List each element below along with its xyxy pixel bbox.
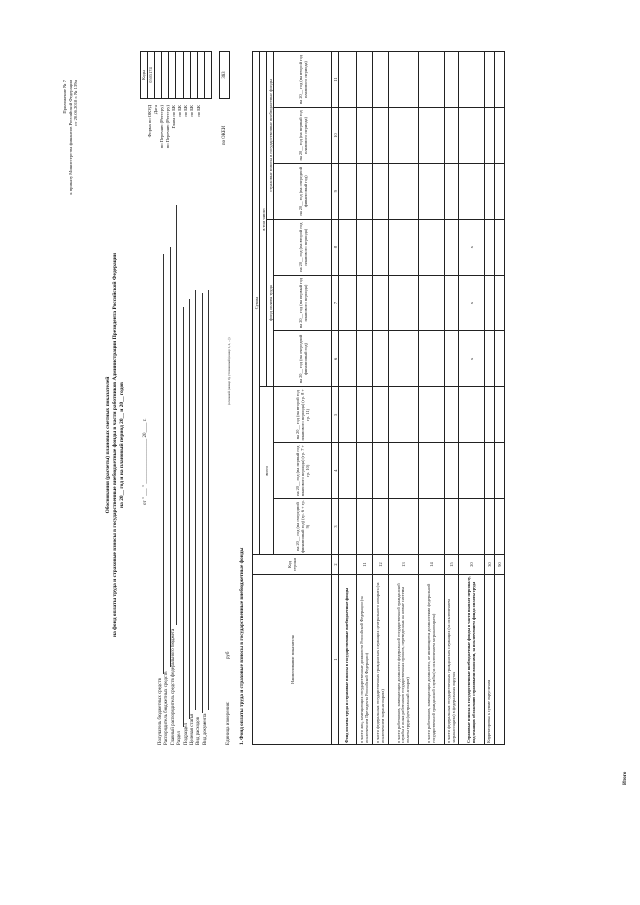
value-cell[interactable]	[419, 163, 445, 219]
value-cell[interactable]	[357, 219, 373, 275]
col-number: 9	[332, 163, 339, 219]
header-field-label: Вид расходов	[196, 716, 202, 745]
col-header: на 20__ год (на первый год планового периода)	[274, 108, 332, 164]
code-cell-okud: 0505174	[148, 52, 155, 98]
value-cell[interactable]	[419, 387, 445, 443]
header-total: всего	[260, 387, 274, 555]
code-label: Дата	[153, 105, 159, 115]
code-cell	[184, 52, 191, 98]
code-label: по Перечню (Реестру)	[159, 105, 165, 149]
row-name	[495, 575, 505, 745]
value-cell[interactable]	[339, 331, 357, 387]
value-cell[interactable]	[389, 52, 419, 108]
header-field-label: Целевая статья	[189, 713, 195, 745]
row-code: 14	[419, 555, 445, 575]
value-cell[interactable]	[419, 52, 445, 108]
header-field	[158, 205, 164, 745]
fill-line	[183, 307, 184, 727]
fill-line	[202, 293, 203, 713]
value-cell[interactable]	[339, 499, 357, 555]
header-field-label: Получатель бюджетных средств	[157, 678, 163, 745]
value-cell[interactable]	[419, 108, 445, 164]
fill-line	[189, 299, 190, 719]
value-cell[interactable]	[373, 499, 389, 555]
unit-value: руб	[226, 651, 231, 659]
value-cell[interactable]	[485, 499, 495, 555]
value-cell[interactable]	[339, 443, 357, 499]
value-cell[interactable]	[373, 331, 389, 387]
value-cell[interactable]	[357, 331, 373, 387]
value-cell[interactable]	[357, 163, 373, 219]
col-number: 10	[332, 108, 339, 164]
col-number: 6	[332, 331, 339, 387]
header-field-label: Подраздел	[183, 723, 189, 745]
col-number: 3	[332, 499, 339, 555]
title-line: на фонд оплаты труда и страховые взносы в государственные внебюджетные фонды в части работников Администрации Президента Российской Федерации	[112, 253, 119, 637]
code-cell	[205, 52, 211, 98]
value-cell[interactable]	[495, 387, 505, 443]
value-cell[interactable]	[445, 163, 459, 219]
document-date-line: от " ___ " __________________ 20____ г.	[143, 418, 148, 505]
appendix-line: к приказу Министерства финансов Российской Федерации	[67, 80, 73, 195]
header-field-label: Вид документа	[202, 713, 208, 745]
value-cell[interactable]	[389, 275, 419, 331]
value-cell[interactable]	[485, 219, 495, 275]
value-cell[interactable]	[445, 387, 459, 443]
value-cell[interactable]	[459, 499, 485, 555]
row-code: 20	[459, 555, 485, 575]
row-code: 90	[495, 555, 505, 575]
header-field-label: Главный распорядитель средств федерального бюджета	[170, 628, 176, 745]
header-field-label: Распорядитель бюджетных средств	[164, 671, 170, 745]
value-cell[interactable]	[389, 219, 419, 275]
row-name: в части федеральных государственных гражданских служащих (за исключением загранаппарата) в федеральных округах	[445, 575, 459, 745]
value-cell[interactable]	[389, 443, 419, 499]
fill-line	[163, 254, 164, 674]
unit-label: Единица измерения:	[226, 701, 231, 745]
appendix-note	[62, 80, 79, 195]
value-cell[interactable]	[419, 275, 445, 331]
header-fields	[158, 205, 209, 745]
codes-labels	[147, 105, 202, 225]
row-code: 30	[485, 555, 495, 575]
value-cell[interactable]	[357, 52, 373, 108]
col-header: на 20__ год (на очередной финансовый год) (гр. 6 + гр. 9)	[274, 499, 332, 555]
appendix-line: Приложение № 7	[62, 80, 67, 114]
col-number: 5	[332, 387, 339, 443]
row-code: 13	[389, 555, 419, 575]
value-cell[interactable]	[459, 108, 485, 164]
value-cell[interactable]	[373, 275, 389, 331]
col-number: 2	[332, 555, 339, 575]
code-label: по БК	[183, 105, 189, 117]
value-cell[interactable]	[389, 163, 419, 219]
row-name: Фонд оплаты труда и страховые взносы в государственные внебюджетные фонды	[339, 575, 357, 745]
code-label: Глава по БК	[171, 105, 177, 129]
header-name: Наименование показателя	[253, 575, 332, 745]
value-cell[interactable]	[459, 163, 485, 219]
col-header: на 20__ год (на первый год планового периода) (гр. 7 + гр. 10)	[274, 443, 332, 499]
value-cell[interactable]	[339, 387, 357, 443]
row-code	[339, 555, 357, 575]
value-cell[interactable]	[495, 331, 505, 387]
value-cell[interactable]	[373, 387, 389, 443]
table-row	[445, 52, 459, 745]
code-label: по БК	[189, 105, 195, 117]
value-cell[interactable]	[495, 443, 505, 499]
value-cell[interactable]	[339, 219, 357, 275]
codes-header: Коды	[141, 52, 148, 98]
header-ins: страховые взносы в государственные внебюджетные фонды	[267, 52, 274, 220]
header-fot: фонд оплаты труда	[267, 219, 274, 387]
value-cell[interactable]	[419, 219, 445, 275]
code-label: Форма по ОКУД	[147, 105, 152, 138]
value-cell[interactable]	[445, 275, 459, 331]
col-header: на 20__ год (на второй год планового периода)	[274, 52, 332, 108]
value-cell[interactable]	[389, 331, 419, 387]
table-row	[459, 52, 485, 745]
col-number: 4	[332, 443, 339, 499]
col-number: 1	[332, 575, 339, 745]
value-cell[interactable]	[445, 219, 459, 275]
value-cell[interactable]	[389, 499, 419, 555]
code-cell	[198, 52, 205, 98]
header-incl: в том числе:	[260, 52, 267, 387]
title-line: Обоснования (расчеты) плановых сметных показателей	[105, 376, 111, 514]
value-cell[interactable]	[495, 52, 505, 108]
unit-line	[226, 652, 232, 745]
row-code: 11	[357, 555, 373, 575]
value-cell[interactable]	[485, 163, 495, 219]
row-name: в части работников, замещающих должности, не являющиеся должностями федеральной государственной гражданской службы (за исключением загранаппарата)	[419, 575, 445, 745]
total-label: Итого	[623, 771, 628, 785]
row-name: в части работников, замещающих должности федеральной государственной гражданской службы и иных работников государственных органов, переведенных на новые системы оплаты труда (центральный аппарат)	[389, 575, 419, 745]
fill-line	[170, 247, 171, 667]
okei-value: 383	[219, 51, 230, 99]
value-cell[interactable]	[339, 163, 357, 219]
section-title: 1. Фонд оплаты труда и страховые взносы в государственные внебюджетные фонды	[239, 547, 245, 745]
value-cell[interactable]	[357, 108, 373, 164]
value-cell[interactable]: x	[459, 275, 485, 331]
value-cell[interactable]	[485, 387, 495, 443]
value-cell[interactable]	[485, 52, 495, 108]
value-cell[interactable]	[419, 331, 445, 387]
row-code: 12	[373, 555, 389, 575]
value-cell[interactable]	[339, 52, 357, 108]
value-cell[interactable]	[445, 443, 459, 499]
row-name: Корректировка к сумме округления	[485, 575, 495, 745]
value-cell[interactable]	[357, 499, 373, 555]
code-label: по БК	[195, 105, 201, 117]
fill-line	[208, 290, 209, 710]
document-type-note: (основной (номер 0), уточненный (номер 1, 2, ...))	[227, 337, 231, 405]
row-code: 15	[445, 555, 459, 575]
calculation-table	[252, 51, 505, 745]
value-cell[interactable]	[419, 443, 445, 499]
col-header: на 20__ год (на очередной финансовый год)	[274, 163, 332, 219]
value-cell[interactable]: x	[459, 331, 485, 387]
value-cell[interactable]	[373, 108, 389, 164]
table-row	[419, 52, 445, 745]
value-cell[interactable]	[373, 52, 389, 108]
value-cell[interactable]	[485, 331, 495, 387]
value-cell[interactable]	[373, 163, 389, 219]
fill-line	[195, 290, 196, 710]
value-cell[interactable]: x	[459, 219, 485, 275]
fill-line	[176, 205, 177, 625]
value-cell[interactable]	[495, 499, 505, 555]
col-number: 7	[332, 275, 339, 331]
value-cell[interactable]	[339, 108, 357, 164]
header-sum: Сумма	[253, 52, 260, 555]
value-cell[interactable]	[445, 499, 459, 555]
value-cell[interactable]	[339, 275, 357, 331]
table-row	[485, 52, 495, 745]
codes-box	[140, 51, 212, 99]
header-field	[203, 205, 209, 745]
code-label: по БК	[177, 105, 183, 117]
value-cell[interactable]	[495, 108, 505, 164]
value-cell[interactable]	[459, 443, 485, 499]
code-label: по Перечню (Реестру)	[165, 105, 171, 149]
value-cell[interactable]	[495, 275, 505, 331]
value-cell[interactable]	[495, 163, 505, 219]
code-cell	[155, 52, 162, 98]
value-cell[interactable]	[485, 108, 495, 164]
table-row	[339, 52, 357, 745]
row-name: Страховые взносы в государственные внебюджетные фонды в части выплат персоналу, подлежащих обложению страховыми взносами, за исключением фонда оплаты труда	[459, 575, 485, 745]
value-cell[interactable]	[357, 275, 373, 331]
col-number: 8	[332, 219, 339, 275]
code-cell	[191, 52, 198, 98]
value-cell[interactable]	[419, 499, 445, 555]
col-header: на 20__ год (на очередной финансовый год)	[274, 331, 332, 387]
document-title	[105, 135, 126, 755]
value-cell[interactable]	[389, 108, 419, 164]
col-header: на 20__ год (на второй год планового периода) (гр. 8 + гр. 11)	[274, 387, 332, 443]
row-name: в части федеральных государственных гражданских служащих центрального аппарата (за исключением загранаппарата)	[373, 575, 389, 745]
value-cell[interactable]	[373, 443, 389, 499]
value-cell[interactable]	[357, 443, 373, 499]
value-cell[interactable]	[445, 108, 459, 164]
table-row	[495, 52, 505, 745]
value-cell[interactable]	[389, 387, 419, 443]
value-cell[interactable]	[357, 387, 373, 443]
table-body	[339, 52, 505, 745]
value-cell[interactable]	[373, 219, 389, 275]
title-line: на 20__ год и на плановый период 20__ и 20__ годов	[119, 382, 126, 508]
col-header: на 20__ год (на второй год планового периода)	[274, 219, 332, 275]
value-cell[interactable]	[485, 443, 495, 499]
header-field	[171, 205, 177, 745]
header-field-label: Раздел	[177, 731, 183, 745]
value-cell[interactable]	[459, 387, 485, 443]
header-code: Код строки	[253, 555, 332, 575]
appendix-line: от 20.06.2018 г. № 139н	[73, 80, 79, 126]
col-number: 11	[332, 52, 339, 108]
code-cell	[162, 52, 169, 98]
row-name: в части лиц, замещающих государственные должности Российской Федерации (за исключением Президента Российской Федерации)	[357, 575, 373, 745]
code-cell	[176, 52, 183, 98]
value-cell[interactable]	[445, 52, 459, 108]
value-cell[interactable]	[485, 275, 495, 331]
table-row	[357, 52, 373, 745]
value-cell[interactable]	[459, 52, 485, 108]
table-row	[373, 52, 389, 745]
col-header: на 20__ год (на первый год планового периода)	[274, 275, 332, 331]
value-cell[interactable]	[445, 331, 459, 387]
table-row	[389, 52, 419, 745]
code-cell	[169, 52, 176, 98]
okei-label: по ОКЕИ	[222, 125, 227, 145]
value-cell[interactable]	[495, 219, 505, 275]
